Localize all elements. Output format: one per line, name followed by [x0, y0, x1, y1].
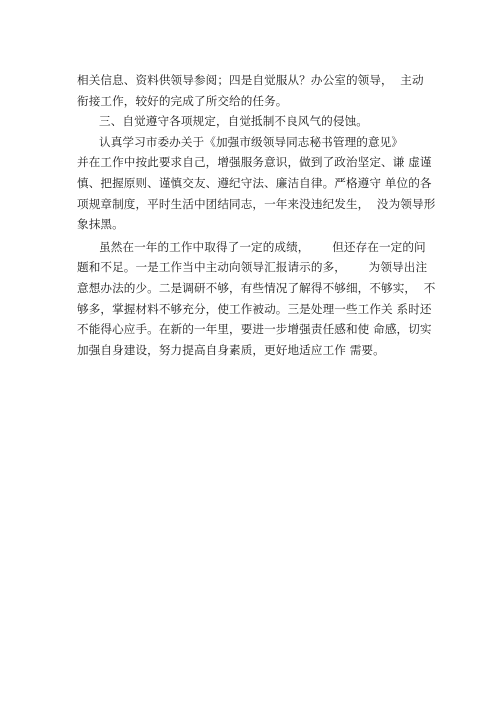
- paragraph-2-line-3: 慎、把握原则、谨慎交友、遵纪守法、廉洁自律。严格遵守 单位的各: [77, 175, 432, 190]
- paragraph-2-line-5: 象抹黑。: [77, 217, 124, 232]
- paragraph-3-line-3: 意想办法的少。二是调研不够，有些情况了解得不够细，不够实， 不: [77, 280, 436, 295]
- paragraph-3-line-5: 不能得心应手。在新的一年里，要进一步增强责任感和使 命感，切实: [77, 322, 432, 337]
- paragraph-2-line-1: 认真学习市委办关于《加强市级领导同志秘书管理的意见》: [99, 134, 404, 149]
- paragraph-3-line-6: 加强自身建设，努力提高自身素质，更好地适应工作 需要。: [77, 342, 385, 357]
- paragraph-2-line-4: 项规章制度，平时生活中团结同志，一年来没违纪发生， 没为领导形: [77, 196, 436, 211]
- paragraph-3-line-2: 题和不足。一是工作当中主动向领导汇报请示的多， 为领导出注: [77, 260, 428, 275]
- paragraph-2-line-2: 并在工作中按此要求自己，增强服务意识，做到了政治坚定、谦 虚谨: [77, 155, 432, 170]
- paragraph-1-line-1: 相关信息、资料供领导参阅；四是自觉服从？办公室的领导， 主动: [77, 73, 424, 87]
- paragraph-3-line-4: 够多，掌握材料不够充分，使工作被动。三是处理一些工作关 系时还: [77, 301, 432, 316]
- section-heading-3: 三、自觉遵守各项规定，自觉抵制不良风气的侵蚀。: [99, 114, 368, 129]
- document-body: [77, 70, 437, 360]
- paragraph-3-line-1: 虽然在一年的工作中取得了一定的成绩， 但还存在一定的问: [99, 239, 426, 254]
- paragraph-1-line-2: 衔接工作，较好的完成了所交给的任务。: [77, 93, 288, 108]
